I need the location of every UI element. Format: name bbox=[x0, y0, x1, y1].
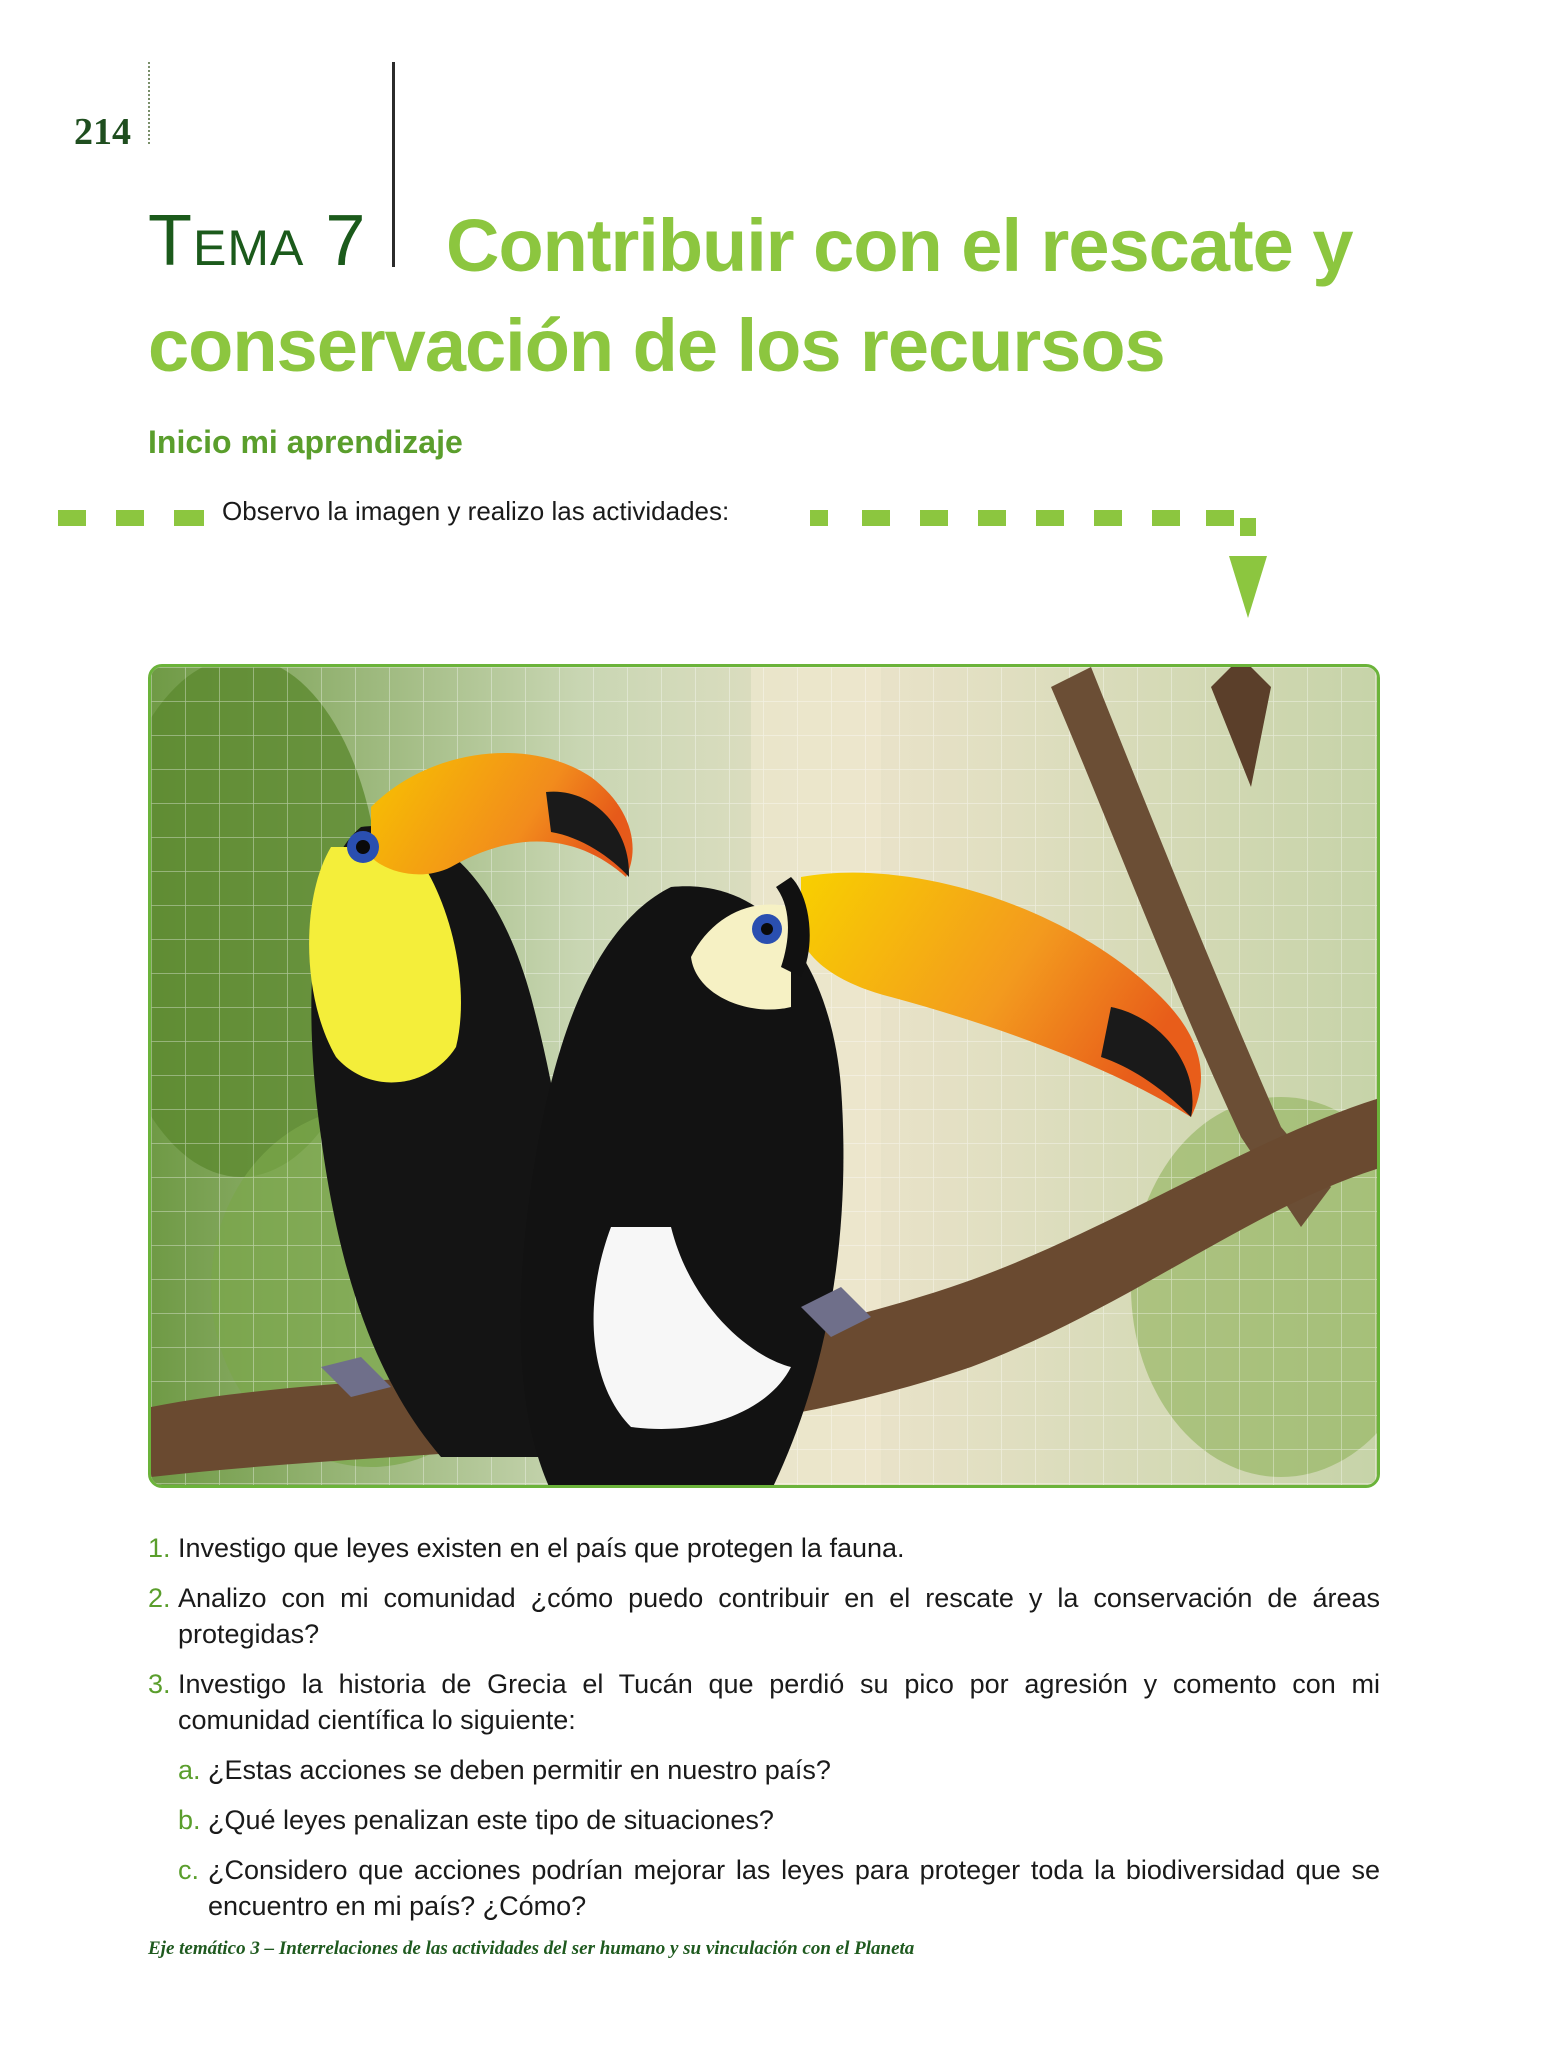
toucan-photo bbox=[148, 664, 1380, 1488]
guide-arrow-shaft bbox=[1240, 518, 1256, 536]
page-number: 214 bbox=[74, 111, 131, 153]
activity-text: Investigo la historia de Grecia el Tucán que perdió su pico por agresión y comento con mi comunidad científica lo siguiente: bbox=[178, 1669, 1380, 1735]
activity-text: Investigo que leyes existen en el país que protegen la fauna. bbox=[178, 1533, 905, 1563]
sub-activity-text: ¿Qué leyes penalizan este tipo de situaciones? bbox=[208, 1805, 774, 1835]
tema-label: TEMA 7 bbox=[148, 201, 367, 281]
guide-dash bbox=[920, 510, 948, 526]
activity-number: 1. bbox=[148, 1533, 171, 1563]
guide-dash bbox=[1206, 510, 1234, 526]
instruction-text: Observo la imagen y realizo las actividades: bbox=[222, 496, 730, 526]
activities-list bbox=[148, 1530, 1380, 1938]
toucan-illustration bbox=[151, 667, 1380, 1488]
guide-dash bbox=[1094, 510, 1122, 526]
page-footer: Eje temático 3 – Interrelaciones de las actividades del ser humano y su vinculación con el Planeta bbox=[148, 1938, 915, 1959]
guide-dash bbox=[862, 510, 890, 526]
sub-activity-item bbox=[148, 1802, 1380, 1838]
down-arrow-icon bbox=[1229, 556, 1267, 618]
guide-dash bbox=[978, 510, 1006, 526]
guide-dash bbox=[1036, 510, 1064, 526]
guide-dash bbox=[1152, 510, 1180, 526]
activity-item bbox=[148, 1530, 1380, 1566]
activity-text: Analizo con mi comunidad ¿cómo puedo contribuir en el rescate y la conservación de áreas protegidas? bbox=[178, 1583, 1380, 1649]
page-number-divider bbox=[148, 62, 150, 144]
guide-dash bbox=[174, 510, 204, 526]
activity-number: 3. bbox=[148, 1669, 171, 1699]
guide-dash bbox=[810, 510, 828, 526]
sub-activity-item bbox=[148, 1752, 1380, 1788]
page-title: Contribuir con el rescate y conservación de los recursos bbox=[148, 204, 1353, 387]
sub-activity-letter: a. bbox=[178, 1755, 201, 1785]
guide-dash bbox=[116, 510, 144, 526]
sub-activity-text: ¿Considero que acciones podrían mejorar las leyes para proteger toda la biodiversidad que se encuentro en mi país? ¿Cómo? bbox=[208, 1855, 1380, 1921]
sub-activity-letter: c. bbox=[178, 1855, 200, 1885]
activity-number: 2. bbox=[148, 1583, 171, 1613]
sub-activity-text: ¿Estas acciones se deben permitir en nuestro país? bbox=[208, 1755, 831, 1785]
activity-item bbox=[148, 1580, 1380, 1652]
sub-activity-item bbox=[148, 1852, 1380, 1924]
section-title: Inicio mi aprendizaje bbox=[148, 424, 463, 460]
guide-dash bbox=[58, 510, 86, 526]
activity-item bbox=[148, 1666, 1380, 1738]
sub-activity-letter: b. bbox=[178, 1805, 201, 1835]
